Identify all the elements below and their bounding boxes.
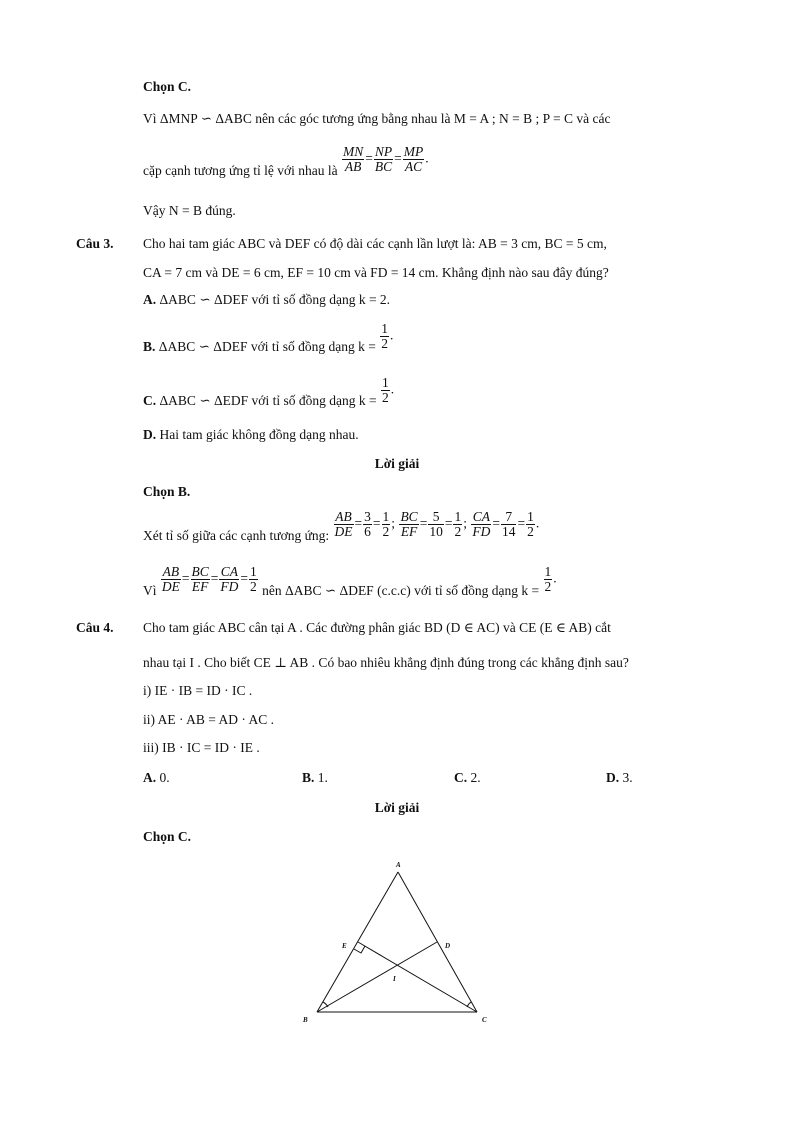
- q4-solution-title: Lời giải: [374, 800, 420, 815]
- q3-solution-title: Lời giải: [374, 456, 420, 471]
- bisector-bd: [317, 942, 437, 1012]
- q4-option-c: C. 2.: [454, 770, 481, 785]
- q4-option-b: B. 1.: [302, 770, 328, 785]
- triangle-figure: [290, 855, 500, 1030]
- q4-line1: Cho tam giác ABC cân tại A . Các đường phân giác BD (D ∈ AC) và CE (E ∈ AB) cắt: [143, 620, 611, 635]
- prev-line2: cặp cạnh tương ứng tỉ lệ với nhau là $\frac{MN}{AB}$ = $\frac{NP}{BC}$ = $\frac{MP}{AC}$ .: [143, 144, 429, 178]
- q3-option-d: D. Hai tam giác không đồng dạng nhau.: [143, 427, 359, 442]
- q4-choose: Chọn C.: [143, 829, 192, 844]
- q4-option-d: D. 3.: [606, 770, 633, 785]
- right-angle-mark: [354, 946, 365, 953]
- q3-because: Vì $\frac{AB}{DE}$ = $\frac{BC}{EF}$ = $\frac{CA}{FD}$ = $\frac{1}{2}$ nên ΔABC ∽ ΔDEF (c.c.c) với tỉ số đồng dạng k = $\frac{1}{2}$ .: [143, 564, 557, 598]
- angle-mark-c: [467, 1002, 471, 1007]
- q4-label: Câu 4.: [76, 620, 114, 635]
- q3-option-b: B. ΔABC ∽ ΔDEF với tỉ số đồng dạng k = $\frac{1}{2}$ .: [143, 321, 394, 354]
- label-a: A: [396, 861, 401, 869]
- frac-mn-ab: $\frac{MN}{AB}$: [343, 144, 364, 174]
- q3-option-c: C. ΔABC ∽ ΔEDF với tỉ số đồng dạng k = $\frac{1}{2}$ .: [143, 375, 395, 408]
- label-d: D: [445, 942, 451, 950]
- label-i: I: [393, 975, 396, 983]
- side-ab: [317, 872, 398, 1012]
- altitude-ce: [358, 942, 477, 1012]
- q3-choose: Chọn B.: [143, 484, 191, 499]
- q4-line2: nhau tại I . Cho biết CE ⊥ AB . Có bao nhiêu khẳng định đúng trong các khẳng định sau?: [143, 655, 629, 670]
- q3-option-a: A. ΔABC ∽ ΔDEF với tỉ số đồng dạng k = 2.: [143, 292, 391, 307]
- label-e: E: [342, 942, 347, 950]
- q3-label: Câu 3.: [76, 236, 114, 251]
- prev-choose: Chọn C.: [143, 79, 192, 94]
- angle-mark-b: [323, 1002, 328, 1007]
- q4-statement-2: ii) AE · AB = AD · AC .: [143, 712, 274, 727]
- q3-line2: CA = 7 cm và DE = 6 cm, EF = 10 cm và FD = 14 cm. Khẳng định nào sau đây đúng?: [143, 265, 609, 280]
- q4-option-a: A. 0.: [143, 770, 170, 785]
- label-b: B: [303, 1016, 308, 1024]
- side-ac: [398, 872, 477, 1012]
- frac-np-bc: $\frac{NP}{BC}$: [374, 144, 393, 174]
- q3-ratios: Xét tỉ số giữa các cạnh tương ứng: $\frac{AB}{DE}$ = $\frac{3}{6}$ = $\frac{1}{2}$ ; $\frac{BC}{EF}$ = $\frac{5}{10}$ = $\frac{1}{2}$ ; $\frac{CA}{FD}$ = $\frac{7}{14}$ = $\frac{1}{2}$ .: [143, 509, 540, 543]
- prev-line3: Vậy N = B đúng.: [143, 203, 236, 218]
- q4-statement-3: iii) IB · IC = ID · IE .: [143, 740, 260, 755]
- frac-mp-ac: $\frac{MP}{AC}$: [403, 144, 424, 174]
- q3-line1: Cho hai tam giác ABC và DEF có độ dài các cạnh lần lượt là: AB = 3 cm, BC = 5 cm,: [143, 236, 607, 251]
- q4-statement-1: i) IE · IB = ID · IC .: [143, 683, 253, 698]
- prev-line1: Vì ΔMNP ∽ ΔABC nên các góc tương ứng bằng nhau là M = A ; N = B ; P = C và các: [143, 111, 611, 126]
- prev-line2-prefix: cặp cạnh tương ứng tỉ lệ với nhau là: [143, 162, 338, 178]
- label-c: C: [482, 1016, 487, 1024]
